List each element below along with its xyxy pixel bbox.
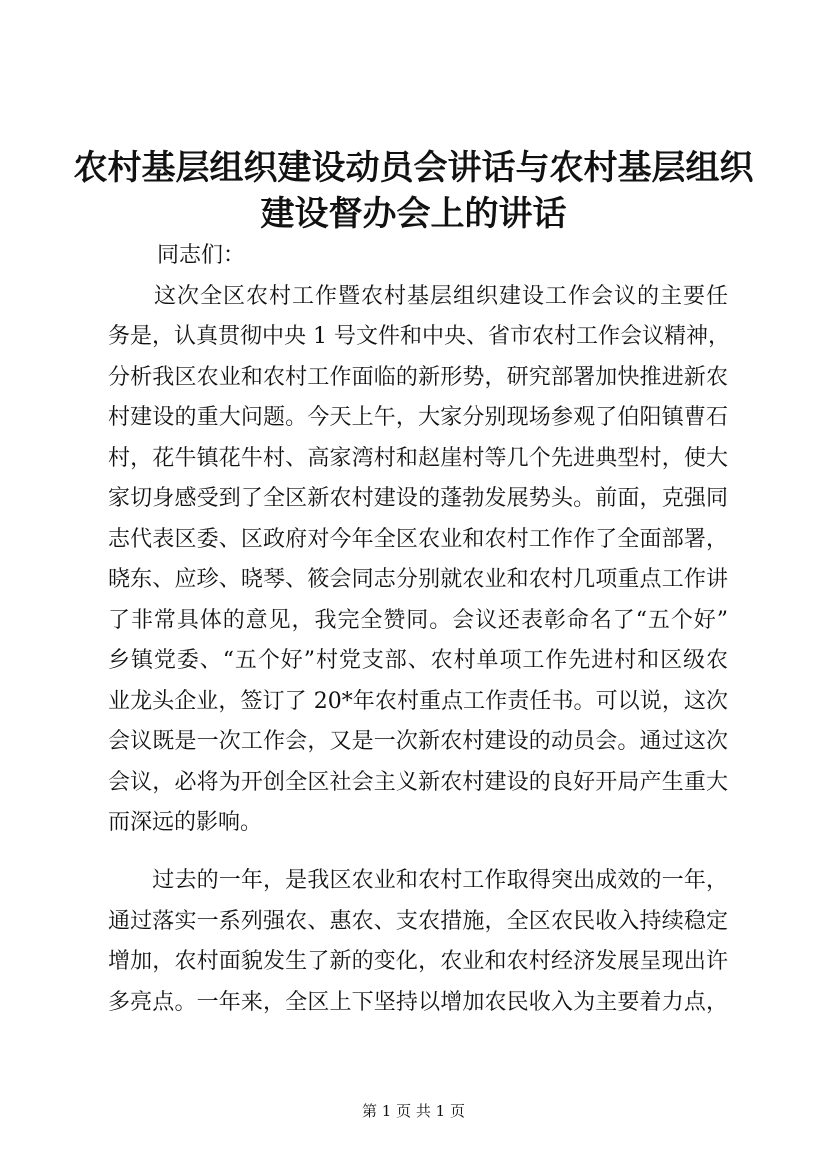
greeting: 同志们：: [157, 243, 246, 268]
paragraph-line: 会议既是一次工作会，又是一次新农村建设的动员会。通过这次: [108, 729, 728, 754]
paragraph-line: 过去的一年，是我区农业和农村工作取得突出成效的一年，: [108, 868, 728, 893]
paragraph-1: [108, 277, 728, 844]
paragraph-line: 这次全区农村工作暨农村基层组织建设工作会议的主要任: [108, 283, 728, 309]
paragraph-line: 村，花牛镇花牛村、高家湾村和赵崖村等几个先进典型村，使大: [108, 445, 728, 471]
paragraph-line: 增加，农村面貌发生了新的变化，农业和农村经济发展呈现出许: [108, 949, 728, 974]
paragraph-line: 业龙头企业，签订了 20*年农村重点工作责任书。可以说，这次: [108, 688, 728, 714]
paragraph-line: 而深远的影响。: [108, 810, 263, 835]
paragraph-line: 了非常具体的意见，我完全赞同。会议还表彰命名了“五个好”: [108, 607, 728, 633]
paragraph-line: 晓东、应珍、晓琴、筱会同志分别就农业和农村几项重点工作讲: [108, 567, 728, 592]
paragraph-line: 分析我区农业和农村工作面临的新形势，研究部署加快推进新农: [108, 364, 728, 390]
document-title-line-2: 建设督办会上的讲话: [260, 194, 567, 234]
paragraph-line: 村建设的重大问题。今天上午，大家分别现场参观了伯阳镇曹石: [108, 405, 728, 430]
paragraph-line: 通过落实一系列强农、惠农、支农措施，全区农民收入持续稳定: [108, 908, 728, 934]
paragraph-line: 务是，认真贯彻中央 1 号文件和中央、省市农村工作会议精神，: [108, 324, 730, 349]
paragraph-line: 乡镇党委、“五个好”村党支部、农村单项工作先进村和区级农: [108, 648, 728, 673]
paragraph-2: [108, 861, 728, 1023]
paragraph-line: 志代表区委、区政府对今年全区农业和农村工作作了全面部署，: [108, 526, 728, 552]
paragraph-line: 会议，必将为开创全区社会主义新农村建设的良好开局产生重大: [108, 769, 728, 795]
paragraph-line: 多亮点。一年来，全区上下坚持以增加农民收入为主要着力点，: [108, 989, 728, 1015]
page-footer: 第 1 页 共 1 页: [362, 1102, 465, 1120]
document-title-line-1: 农村基层组织建设动员会讲话与农村基层组织: [73, 148, 754, 188]
paragraph-line: 家切身感受到了全区新农村建设的蓬勃发展势头。前面，克强同: [108, 486, 728, 511]
